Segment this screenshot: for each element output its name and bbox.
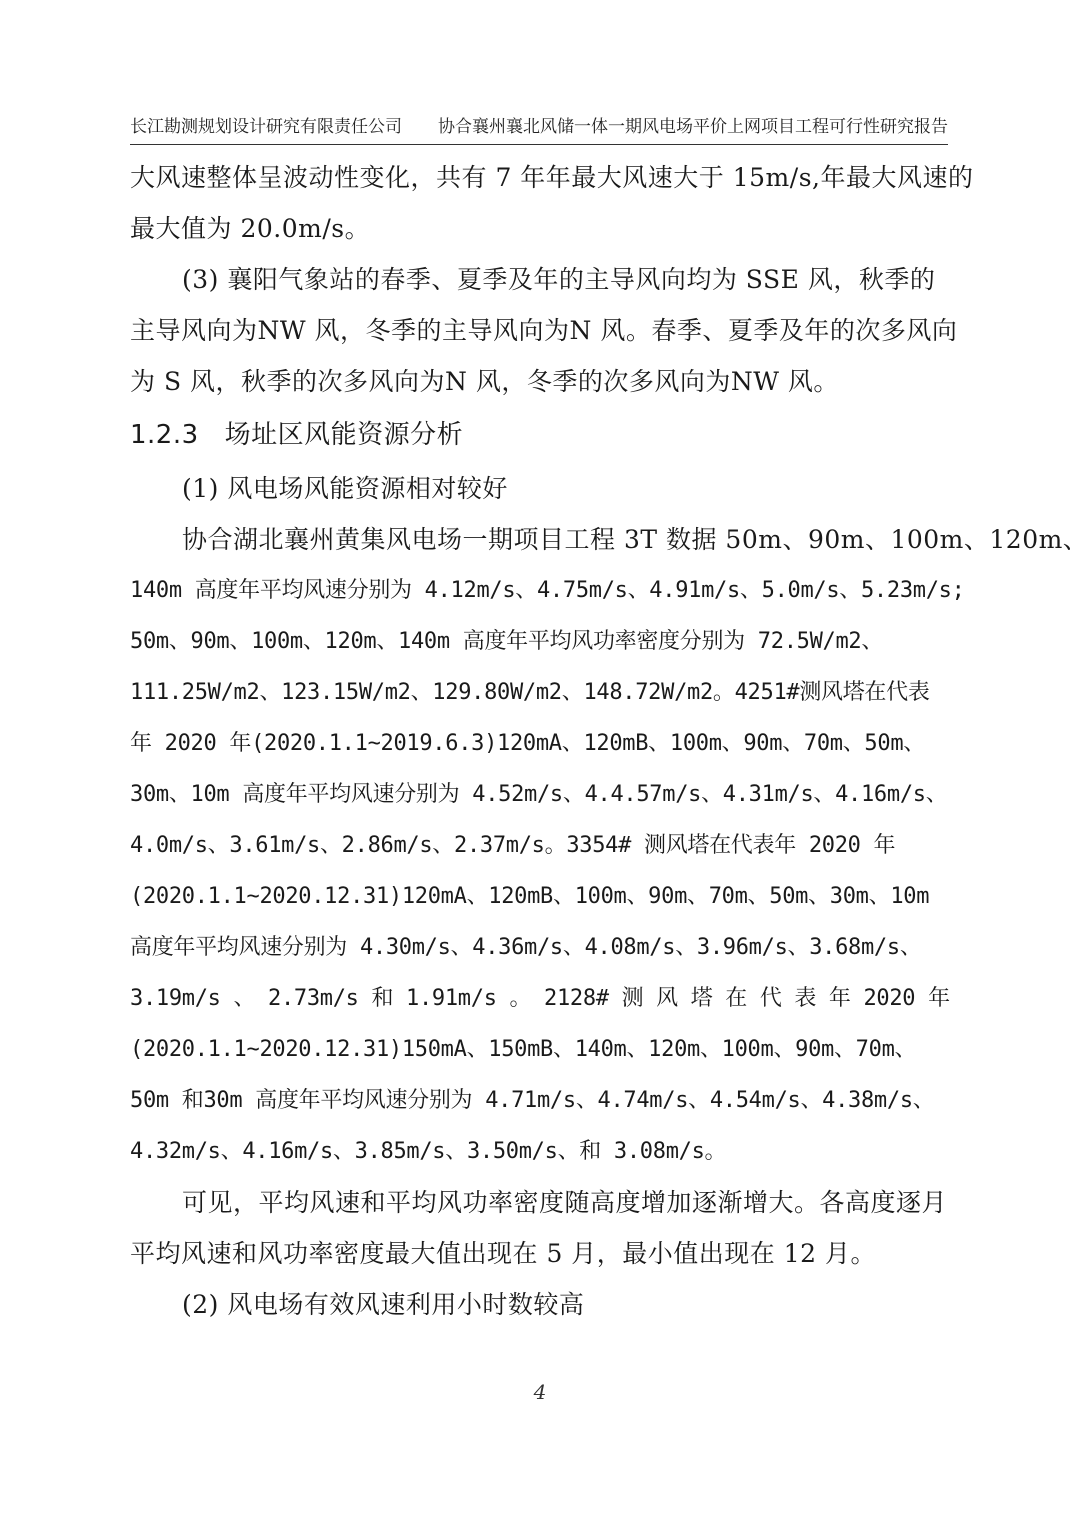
page-body bbox=[130, 152, 1088, 1330]
text-token: 3.19m/s bbox=[130, 986, 221, 1011]
text-token: 年 bbox=[828, 986, 851, 1011]
text-line: 50m 和30m 高度年平均风速分别为 4.71m/s、4.74m/s、4.54m/s、4.38m/s、 bbox=[130, 1088, 935, 1113]
text-line: 最大值为 20.0m/s。 bbox=[130, 214, 371, 243]
text-token: 表 bbox=[794, 986, 817, 1011]
text-line: 为 S 风，秋季的次多风向为N 风，冬季的次多风向为NW 风。 bbox=[130, 367, 839, 396]
header-company: 长江勘测规划设计研究有限责任公司 bbox=[130, 117, 402, 137]
text-line: 50m、90m、100m、120m、140m 高度年平均风功率密度分别为 72.5W/m2、 bbox=[130, 629, 884, 654]
text-line: 111.25W/m2、123.15W/m2、129.80W/m2、148.72W/m2。4251#测风塔在代表 bbox=[130, 680, 930, 705]
text-line: 4.32m/s、4.16m/s、3.85m/s、3.50m/s、和 3.08m/s。 bbox=[130, 1139, 727, 1164]
page-header bbox=[130, 112, 948, 142]
text-line: 4.0m/s、3.61m/s、2.86m/s、2.37m/s。3354# 测风塔在代表年 2020 年 bbox=[130, 833, 896, 858]
text-token: 测 bbox=[621, 986, 644, 1011]
header-report-title: 协合襄州襄北风储一体一期风电场平价上网项目工程可行性研究报告 bbox=[438, 117, 948, 137]
text-line: 协合湖北襄州黄集风电场一期项目工程 3T 数据 50m、90m、100m、120m、 bbox=[182, 525, 1088, 554]
text-token: 和 bbox=[371, 986, 394, 1011]
text-token: 2128# bbox=[544, 986, 609, 1011]
text-line: (1) 风电场风能资源相对较好 bbox=[182, 474, 508, 503]
text-line: (2020.1.1~2020.12.31)150mA、150mB、140m、120m、100m、90m、70m、 bbox=[130, 1037, 917, 1062]
text-line: 大风速整体呈波动性变化，共有 7 年年最大风速大于 15m/s,年最大风速的 bbox=[130, 163, 974, 192]
section-title: 场址区风能资源分析 bbox=[224, 420, 464, 450]
text-token: 2.73m/s bbox=[268, 986, 359, 1011]
text-line: 平均风速和风功率密度最大值出现在 5 月，最小值出现在 12 月。 bbox=[130, 1239, 877, 1268]
text-line: (3) 襄阳气象站的春季、夏季及年的主导风向均为 SSE 风，秋季的 bbox=[182, 265, 936, 294]
text-token: 。 bbox=[509, 986, 532, 1011]
text-line: 30m、10m 高度年平均风速分别为 4.52m/s、4.4.57m/s、4.31m/s、4.16m/s、 bbox=[130, 782, 948, 807]
text-token: 2020 bbox=[863, 986, 916, 1011]
text-token: 塔 bbox=[690, 986, 713, 1011]
text-line: (2020.1.1~2020.12.31)120mA、120mB、100m、90m、70m、50m、30m、10m bbox=[130, 884, 930, 909]
text-line: 140m 高度年平均风速分别为 4.12m/s、4.75m/s、4.91m/s、5.0m/s、5.23m/s; bbox=[130, 578, 965, 603]
header-divider bbox=[130, 144, 948, 145]
text-line: 高度年平均风速分别为 4.30m/s、4.36m/s、4.08m/s、3.96m/s、3.68m/s、 bbox=[130, 935, 922, 960]
text-token: 、 bbox=[233, 986, 256, 1011]
text-line-justified bbox=[130, 973, 950, 1024]
text-token: 在 bbox=[725, 986, 747, 1011]
text-line: (2) 风电场有效风速利用小时数较高 bbox=[182, 1290, 585, 1319]
text-line: 主导风向为NW 风，冬季的主导风向为N 风。春季、夏季及年的次多风向 bbox=[130, 316, 958, 345]
text-token: 1.91m/s bbox=[406, 986, 497, 1011]
section-heading bbox=[130, 407, 950, 463]
text-line: 年 2020 年(2020.1.1~2019.6.3)120mA、120mB、100m、90m、70m、50m、 bbox=[130, 731, 925, 756]
section-number: 1.2.3 bbox=[130, 420, 199, 450]
text-token: 年 bbox=[928, 986, 950, 1011]
text-line: 可见，平均风速和平均风功率密度随高度增加逐渐增大。各高度逐月 bbox=[182, 1188, 948, 1217]
text-token: 风 bbox=[656, 986, 678, 1011]
text-token: 代 bbox=[759, 986, 782, 1011]
page-number: 4 bbox=[533, 1380, 547, 1404]
